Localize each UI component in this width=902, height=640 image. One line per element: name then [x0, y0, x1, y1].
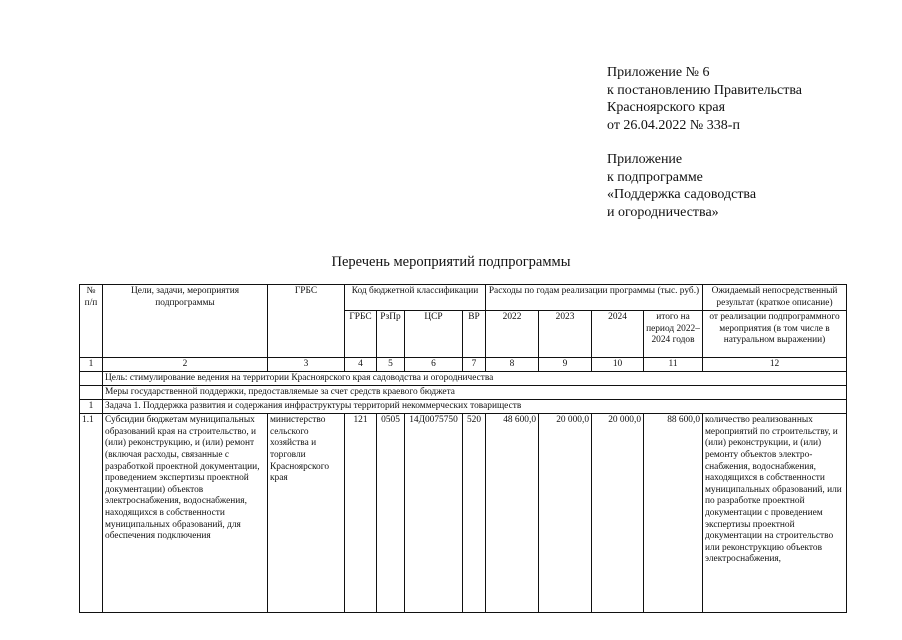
subprogram-line: и огородничества» [607, 204, 719, 220]
column-number: 12 [703, 358, 847, 372]
subheader-2022: 2022 [486, 311, 539, 358]
appendix-line: Красноярского края [607, 100, 726, 115]
appendix-header [607, 64, 802, 221]
appendix-line: от 26.04.2022 № 338-п [607, 117, 740, 133]
measures-table [79, 284, 847, 613]
task-number: 1 [80, 400, 103, 414]
row-grbs-code: 121 [345, 414, 377, 613]
subheader-vr: ВР [463, 311, 486, 358]
header-budget-code: Код бюджетной классификации [345, 285, 486, 311]
measures-row: Меры государственной поддержки, предоставляемые за счет средств краевого бюджета [103, 386, 847, 400]
column-number: 3 [268, 358, 345, 372]
appendix-line: Приложение № 6 [607, 65, 710, 80]
subprogram-line: «Поддержка садоводства [607, 187, 757, 202]
appendix-line: к постановлению Правительства [607, 82, 803, 98]
row-total: 88 600,0 [644, 414, 703, 613]
subheader-result: от реализации подпрограммного мероприятия (в том числе в натуральном выражении) [703, 311, 847, 358]
column-number: 8 [486, 358, 539, 372]
row-result: количество реализованных мероприятий по строительству, и (или) реконструкции, и (или) ремонту объектов электро-снабжения, водоснабжения, находящихся в собственности муниципальных образований, или по разработке проектной документации с проведением экспертизы проектной документации на строительство или реконструкцию объектов электроснабжения, [703, 414, 847, 613]
column-number: 7 [463, 358, 486, 372]
subheader-grbs: ГРБС [345, 311, 377, 358]
column-number: 1 [80, 358, 103, 372]
header-result: Ожидаемый непосредственный результат (краткое описание) [703, 285, 847, 311]
row-rzpr: 0505 [377, 414, 405, 613]
task-row: Задача 1. Поддержка развития и содержания инфраструктуры территорий некоммерческих товариществ [103, 400, 847, 414]
subheader-rzpr: РзПр [377, 311, 405, 358]
header-expenses: Расходы по годам реализации программы (тыс. руб.) [486, 285, 703, 311]
subheader-2024: 2024 [592, 311, 644, 358]
header-goals: Цели, задачи, мероприятия подпрограммы [103, 285, 268, 358]
row-2023: 20 000,0 [539, 414, 592, 613]
row-vr: 520 [463, 414, 486, 613]
row-description: Субсидии бюджетам муниципальных образований края на строительство, и (или) реконструкцию, и (или) ремонт (включая расходы, связанные с разработкой проектной документации, проведением экспертизы проектной документации) объектов электроснабжения, водоснабжения, находящихся в собственности муниципальных образований, для обеспечения подключения [103, 414, 268, 613]
row-csr: 14Д0075750 [405, 414, 463, 613]
subprogram-line: к подпрограмме [607, 169, 703, 185]
column-number: 2 [103, 358, 268, 372]
column-number: 11 [644, 358, 703, 372]
subheader-2023: 2023 [539, 311, 592, 358]
header-grbs: ГРБС [268, 285, 345, 358]
row-2022: 48 600,0 [486, 414, 539, 613]
column-number: 5 [377, 358, 405, 372]
row-grbs-name: министерство сельского хозяйства и торговли Красноярского края [268, 414, 345, 613]
subheader-csr: ЦСР [405, 311, 463, 358]
header-num: № п/п [80, 285, 103, 358]
subheader-total: итого на период 2022–2024 годов [644, 311, 703, 358]
row-number: 1.1 [80, 414, 103, 613]
column-number: 4 [345, 358, 377, 372]
column-number: 6 [405, 358, 463, 372]
row-2024: 20 000,0 [592, 414, 644, 613]
subprogram-line: Приложение [607, 152, 683, 167]
column-number: 9 [539, 358, 592, 372]
goal-row: Цель: стимулирование ведения на территории Красноярского края садоводства и огородничества [103, 372, 847, 386]
page-title: Перечень мероприятий подпрограммы [331, 254, 571, 270]
column-number: 10 [592, 358, 644, 372]
